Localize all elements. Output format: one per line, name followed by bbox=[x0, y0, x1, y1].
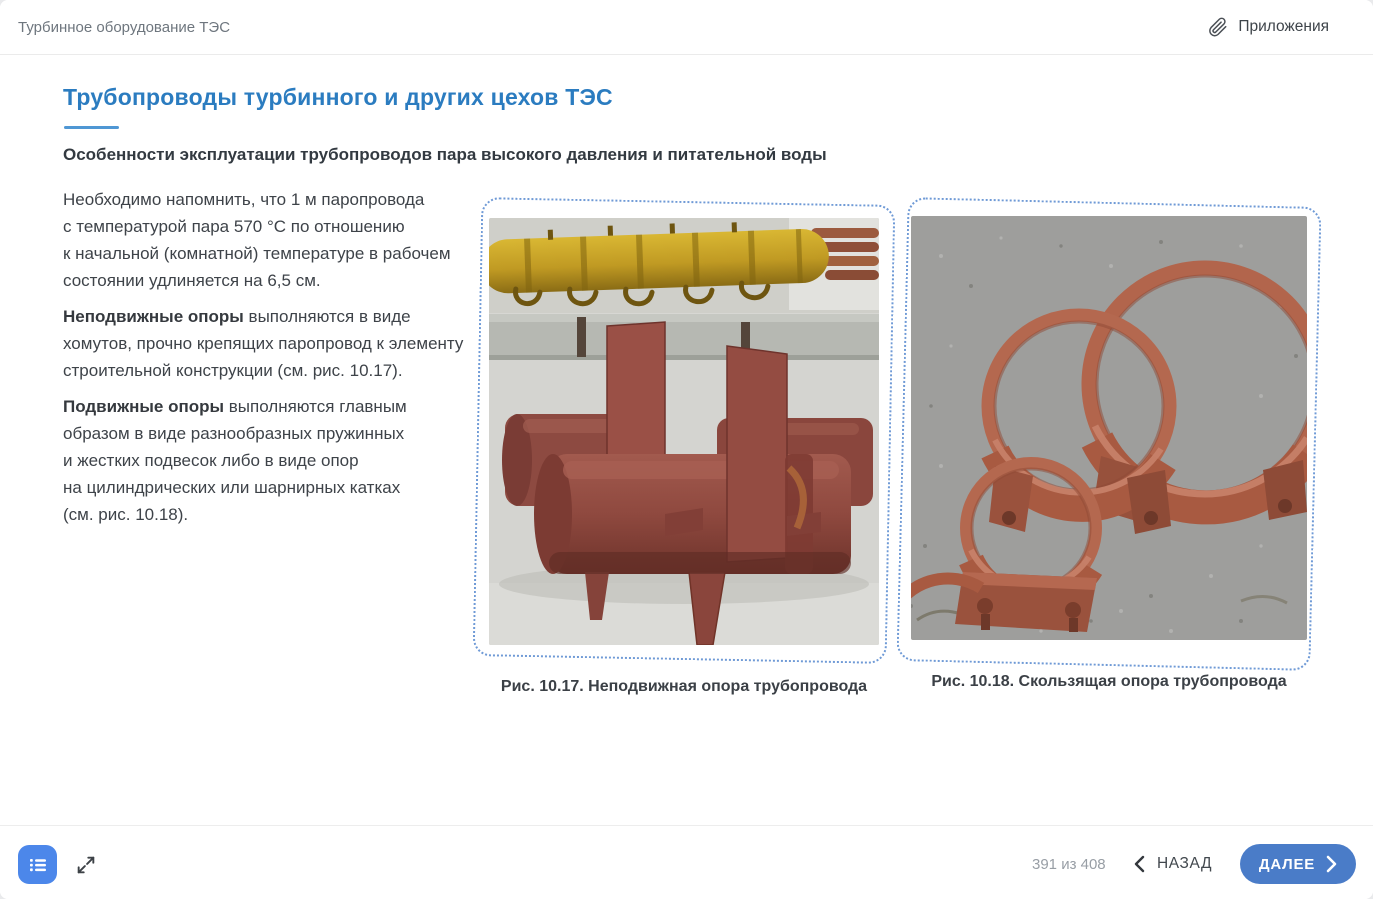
title-underline-decoration bbox=[64, 126, 119, 129]
page-title: Трубопроводы турбинного и других цехов ТЭС bbox=[63, 84, 613, 110]
table-of-contents-button[interactable] bbox=[18, 845, 57, 884]
fixed-pipe-support-photo bbox=[489, 218, 879, 645]
chevron-left-icon bbox=[1134, 855, 1145, 873]
fullscreen-button[interactable] bbox=[74, 853, 98, 877]
figure-sliding-support bbox=[911, 216, 1307, 691]
figure-caption: Рис. 10.17. Неподвижная опора трубопровода bbox=[500, 678, 868, 695]
top-bar bbox=[0, 0, 1373, 55]
expand-icon bbox=[75, 854, 97, 876]
body-text bbox=[63, 186, 471, 537]
page-indicator: 391 из 408 bbox=[1032, 856, 1106, 873]
attachments-label: Приложения bbox=[1238, 18, 1329, 35]
sliding-pipe-support-photo bbox=[911, 216, 1307, 640]
list-icon bbox=[28, 855, 48, 875]
section-subtitle: Особенности эксплуатации трубопроводов пара высокого давления и питательной воды bbox=[63, 145, 827, 164]
concrete-beam bbox=[489, 314, 879, 360]
attachments-button[interactable] bbox=[1201, 16, 1335, 39]
paperclip-icon bbox=[1207, 17, 1228, 38]
back-button[interactable] bbox=[1128, 849, 1218, 879]
next-button[interactable] bbox=[1240, 844, 1356, 884]
figure-caption: Рис. 10.18. Скользящая опора трубопровода bbox=[931, 673, 1287, 690]
paragraph-1: Необходимо напомнить, что 1 м паропровода с температурой пара 570 °С по отношению к начальной (комнатной) температуре в рабочем состоянии удлиняется на 6,5 см. bbox=[63, 190, 451, 290]
back-label: НАЗАД bbox=[1157, 855, 1213, 872]
figure-fixed-support bbox=[489, 218, 879, 696]
chevron-right-icon bbox=[1326, 855, 1337, 873]
course-title: Турбинное оборудование ТЭС bbox=[18, 18, 231, 36]
next-label: ДАЛЕЕ bbox=[1258, 855, 1316, 873]
paragraph-3: Подвижные опоры выполняются главным образом в виде разнообразных пружинных и жестких подвесок либо в виде опор на цилиндрических или шарнирных катках (см. рис. 10.18). bbox=[63, 397, 407, 524]
paragraph-2: Неподвижные опоры выполняются в виде хомутов, прочно крепящих паропровод к элементу строительной конструкции (см. рис. 10.17). bbox=[63, 307, 464, 380]
